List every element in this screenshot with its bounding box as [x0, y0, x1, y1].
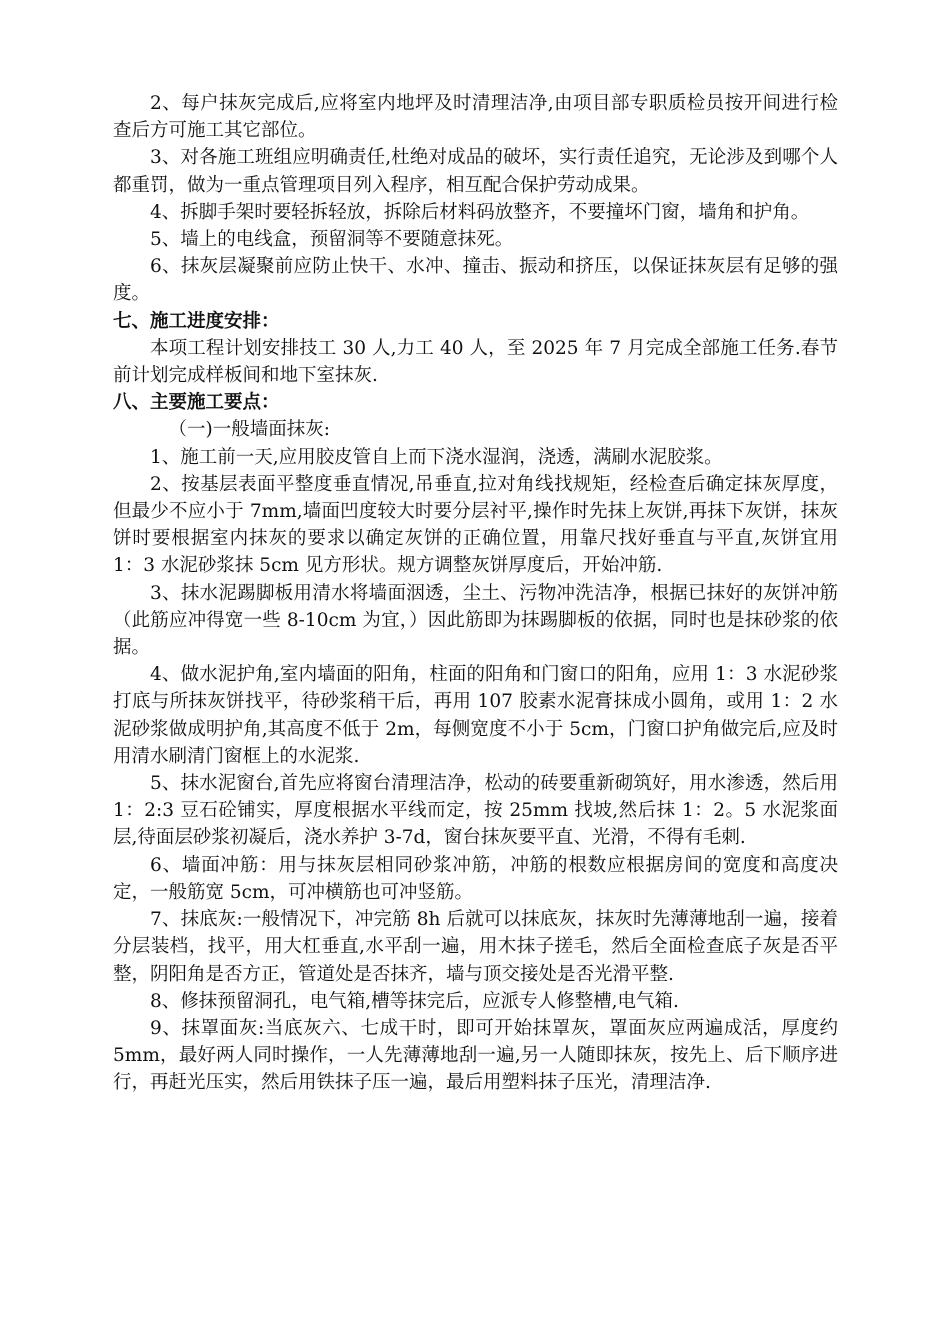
paragraph-step-9: 9、抹罩面灰:当底灰六、七成干时，即可开始抹罩灰，罩面灰应两遍成活，厚度约 5mm，最好两人同时操作，一人先薄薄地刮一遍,另一人随即抹灰，按先上、后下顺序进行，再赶光压实，然后用铁抹子压一遍，最后用塑料抹子压光，清理洁净.: [113, 1017, 838, 1094]
paragraph-step-6: 6、墙面冲筋：用与抹灰层相同砂浆冲筋，冲筋的根数应根据房间的宽度和高度决定，一般筋宽 5cm，可冲横筋也可冲竖筋。: [113, 854, 838, 903]
paragraph-step-2: 2、按基层表面平整度垂直情况,吊垂直,拉对角线找规矩，经检查后确定抹灰厚度，但最少不应小于 7mm,墙面凹度较大时要分层衬平,操作时先抹上灰饼,再抹下灰饼，抹灰饼时要根据室内抹灰的要求以确定灰饼的正确位置，用靠尺找好垂直与平直,灰饼宜用 1：3 水泥砂浆抹 5cm 见方形状。规方调整灰饼厚度后，开始冲筋.: [113, 473, 838, 577]
paragraph-step-7: 7、抹底灰:一般情况下，冲完筋 8h 后就可以抹底灰，抹灰时先薄薄地刮一遍，接着分层装档，找平，用大杠垂直,水平刮一遍，用木抹子搓毛，然后全面检查底子灰是否平整，阴阳角是否方正，管道处是否抹齐，墙与顶交接处是否光滑平整.: [113, 909, 838, 985]
paragraph-step-4: 4、做水泥护角,室内墙面的阳角，柱面的阳角和门窗口的阳角，应用 1：3 水泥砂浆打底与所抹灰饼找平，待砂浆稍干后，再用 107 胶素水泥膏抹成小圆角，或用 1：2 水泥砂浆做成明护角,其高度不低于 2m，每侧宽度不小于 5cm，门窗口护角做完后,应及时用清水刷清门窗框上的水泥浆.: [113, 664, 838, 767]
paragraph-item-4: 4、拆脚手架时要轻拆轻放，拆除后材料码放整齐，不要撞坏门窗，墙角和护角。: [150, 201, 810, 223]
document-body: [113, 90, 838, 1097]
paragraph-schedule: 本项工程计划安排技工 30 人,力工 40 人，至 2025 年 7 月完成全部施工任务.春节前计划完成样板间和地下室抹灰.: [113, 337, 838, 387]
paragraph-item-3: 3、对各施工班组应明确责任,杜绝对成品的破坏，实行责任追究，无论涉及到哪个人都重罚，做为一重点管理项目列入程序，相互配合保护劳动成果。: [113, 147, 838, 196]
paragraph-step-1: 1、施工前一天,应用胶皮管自上而下浇水湿润，浇透，满刷水泥胶浆。: [150, 446, 723, 468]
subsection-heading-wall-plaster: （一)一般墙面抹灰:: [168, 419, 330, 441]
paragraph-item-6: 6、抹灰层凝聚前应防止快干、水冲、撞击、振动和挤压，以保证抹灰层有足够的强度。: [113, 256, 838, 305]
section-heading-key-points: 八、主要施工要点：: [113, 392, 280, 414]
paragraph-step-8: 8、修抹预留洞孔，电气箱,槽等抹完后，应派专人修整槽,电气箱.: [150, 990, 679, 1012]
paragraph-item-2: 2、每户抹灰完成后,应将室内地坪及时清理洁净,由项目部专职质检员按开间进行检查后方可施工其它部位。: [113, 93, 838, 142]
paragraph-step-3: 3、抹水泥踢脚板用清水将墙面洇透，尘土、污物冲洗洁净，根据已抹好的灰饼冲筋（此筋应冲得宽一些 8-10cm 为宜，）因此筋即为抹踢脚板的依据，同时也是抹砂浆的依据。: [113, 582, 838, 659]
paragraph-item-5: 5、墙上的电线盒，预留洞等不要随意抹死。: [150, 229, 514, 251]
paragraph-step-5: 5、抹水泥窗台,首先应将窗台清理洁净，松动的砖要重新砌筑好，用水渗透，然后用 1：2:3 豆石砼铺实，厚度根据水平线而定，按 25mm 找坡,然后抹 1：2。5 水泥浆面层,待面层砂浆初凝后，浇水养护 3-7d，窗台抹灰要平直、光滑，不得有毛刺.: [113, 773, 838, 849]
section-heading-schedule: 七、施工进度安排：: [113, 310, 280, 332]
